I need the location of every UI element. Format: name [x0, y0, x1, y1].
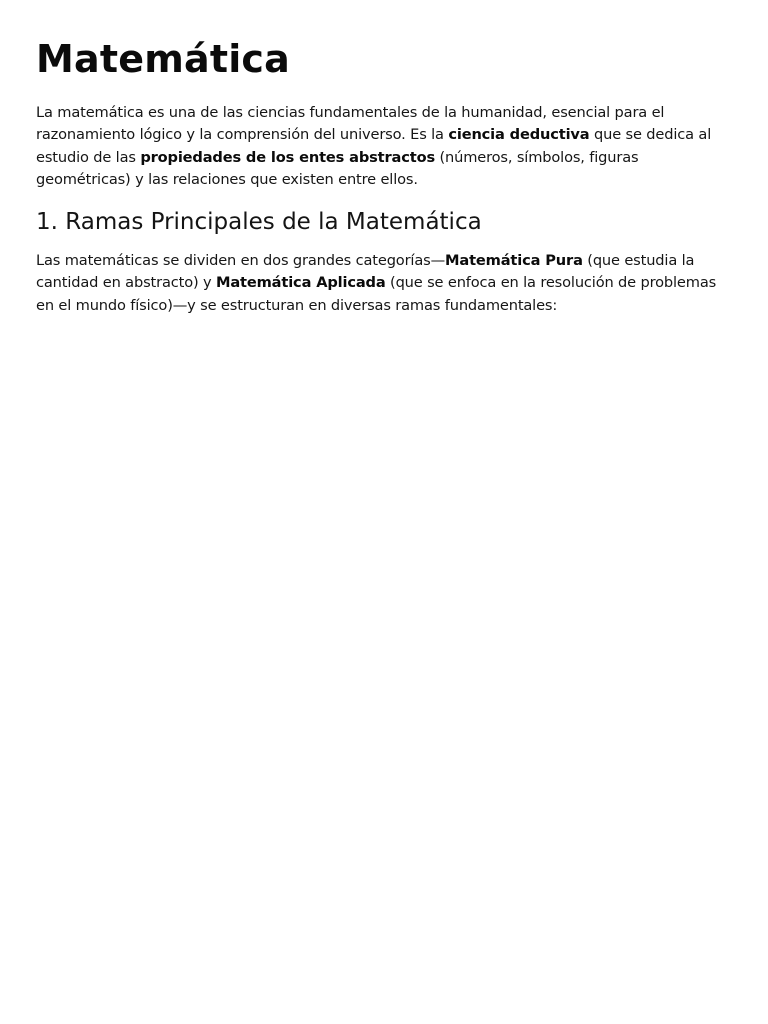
- intro-text-1: La matemática es una de las ciencias fundamentales de la humanidad, esencial para el razonamiento lógico y la comprensión del universo. Es la: [36, 103, 665, 144]
- section-bold-1: Matemática Pura: [445, 251, 583, 269]
- document-page: [0, 0, 768, 317]
- intro-text-3: (números, símbolos, figuras geométricas) y las relaciones que existen entre ellos.: [36, 148, 639, 189]
- section-text-2: (que estudia la cantidad en abstracto) y: [36, 251, 695, 292]
- intro-bold-1: ciencia deductiva: [448, 126, 590, 144]
- intro-text-2: que se dedica al estudio de las: [36, 126, 712, 166]
- intro-paragraph: [36, 102, 732, 192]
- section-paragraph: [36, 250, 732, 318]
- section-heading: 1. Ramas Principales de la Matemática: [36, 208, 482, 235]
- page-title: Matemática: [36, 37, 290, 81]
- intro-bold-2: propiedades de los entes abstractos: [140, 148, 435, 166]
- section-bold-2: Matemática Aplicada: [215, 274, 386, 292]
- section-text-1: Las matemáticas se dividen en dos grandes categorías—: [36, 251, 446, 269]
- section-text-3: (que se enfoca en la resolución de problemas en el mundo físico)—y se estructuran en diversas ramas fundamentales:: [36, 274, 717, 314]
